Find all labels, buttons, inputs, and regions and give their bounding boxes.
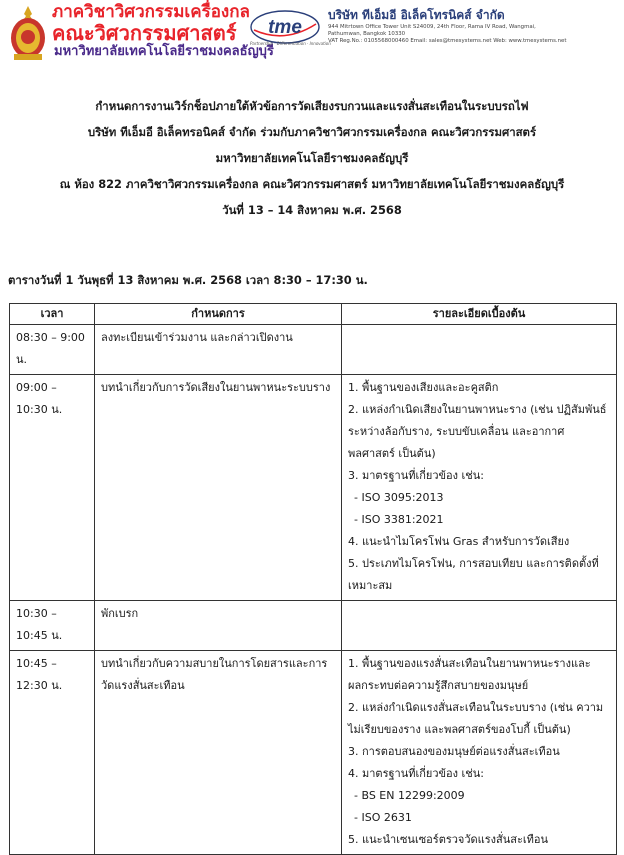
tme-tagline: Partnership · Differentiation · Innovation bbox=[250, 41, 331, 46]
detail-subitem: - ISO 3381:2021 bbox=[354, 513, 444, 526]
table-header-row bbox=[10, 304, 617, 325]
row-agenda: บทนำเกี่ยวกับการวัดเสียงในยานพาหนะระบบราง bbox=[95, 375, 342, 601]
title-line-5: วันที่ 13 – 14 สิงหาคม พ.ศ. 2568 bbox=[222, 203, 402, 217]
university-seal-icon bbox=[8, 4, 48, 62]
detail-subitem: - ISO 2631 bbox=[354, 811, 412, 824]
row-agenda: พักเบรก bbox=[95, 601, 342, 651]
row-time: 10:30 – 10:45 น. bbox=[10, 601, 95, 651]
company-vat-contact: VAT Reg.No.: 0105568000460 Email: sales@tmesystems.net Web: www.tmesystems.net bbox=[328, 38, 567, 44]
company-name: บริษัท ทีเอ็มอี อิเล็คโทรนิคส์ จำกัด bbox=[328, 8, 505, 22]
detail-item: 1. พื้นฐานของแรงสั่นสะเทือนในยานพาหนะรางและผลกระทบต่อความรู้สึกสบายของมนุษย์ bbox=[348, 657, 591, 692]
row-agenda: บทนำเกี่ยวกับความสบายในการโดยสารและการวัดแรงสั่นสะเทือน bbox=[95, 651, 342, 855]
company-address-2: Pathumwan, Bangkok 10330 bbox=[328, 31, 406, 37]
table-row bbox=[10, 375, 617, 601]
detail-item: 5. แนะนำเซนเซอร์ตรวจวัดแรงสั่นสะเทือน bbox=[348, 833, 549, 846]
row-details bbox=[342, 651, 617, 855]
detail-item: 4. มาตรฐานที่เกี่ยวข้อง เช่น: bbox=[348, 767, 484, 780]
detail-item: 2. แหล่งกำเนิดเสียงในยานพาหนะราง (เช่น ปฏิสัมพันธ์ระหว่างล้อกับราง, ระบบขับเคลื่อน และอากาศพลศาสตร์ เป็นต้น) bbox=[348, 403, 607, 460]
row-details bbox=[342, 601, 617, 651]
detail-item: 3. มาตรฐานที่เกี่ยวข้อง เช่น: bbox=[348, 469, 484, 482]
row-time: 10:45 – 12:30 น. bbox=[10, 651, 95, 855]
table-row bbox=[10, 651, 617, 855]
faculty-name: คณะวิศวกรรมศาสตร์ bbox=[52, 21, 237, 45]
title-line-3: มหาวิทยาลัยเทคโนโลยีราชมงคลธัญบุรี bbox=[215, 151, 409, 165]
row-time: 09:00 – 10:30 น. bbox=[10, 375, 95, 601]
title-line-1: กำหนดการงานเวิร์กช็อปภายใต้หัวข้อการวัดเสียงรบกวนและแรงสั่นสะเทือนในระบบรถไฟ bbox=[95, 99, 529, 113]
table-row bbox=[10, 325, 617, 375]
letterhead bbox=[0, 0, 624, 70]
detail-item: 3. การตอบสนองของมนุษย์ต่อแรงสั่นสะเทือน bbox=[348, 745, 560, 758]
title-line-4: ณ ห้อง 822 ภาควิชาวิศวกรรมเครื่องกล คณะวิศวกรรมศาสตร์ มหาวิทยาลัยเทคโนโลยีราชมงคลธัญบุรี bbox=[59, 177, 565, 191]
row-agenda: ลงทะเบียนเข้าร่วมงาน และกล่าวเปิดงาน bbox=[95, 325, 342, 375]
department-name: ภาควิชาวิศวกรรมเครื่องกล bbox=[52, 2, 250, 22]
schedule-heading: ตารางวันที่ 1 วันพุธที่ 13 สิงหาคม พ.ศ. 2568 เวลา 8:30 – 17:30 น. bbox=[8, 273, 368, 287]
detail-item: 5. ประเภทไมโครโฟน, การสอบเทียบ และการติดตั้งที่เหมาะสม bbox=[348, 557, 599, 592]
header-details: รายละเอียดเบื้องต้น bbox=[342, 304, 617, 325]
header-agenda: กำหนดการ bbox=[95, 304, 342, 325]
title-line-2: บริษัท ทีเอ็มอี อิเล็คทรอนิคส์ จำกัด ร่วมกับภาควิชาวิศวกรรมเครื่องกล คณะวิศวกรรมศาสตร์ bbox=[87, 125, 537, 139]
row-details bbox=[342, 325, 617, 375]
university-name: มหาวิทยาลัยเทคโนโลยีราชมงคลธัญบุรี bbox=[54, 44, 274, 59]
detail-item: 1. พื้นฐานของเสียงและอะคูสติก bbox=[348, 381, 499, 394]
detail-item: 2. แหล่งกำเนิดแรงสั่นสะเทือนในระบบราง (เช่น ความไม่เรียบของราง และพลศาสตร์ของโบกี้ เป็นต้น) bbox=[348, 701, 604, 736]
row-details bbox=[342, 375, 617, 601]
header-time: เวลา bbox=[10, 304, 95, 325]
detail-item: 4. แนะนำไมโครโฟน Gras สำหรับการวัดเสียง bbox=[348, 535, 570, 548]
row-time: 08:30 – 9:00 น. bbox=[10, 325, 95, 375]
tme-logo-text: tme bbox=[268, 17, 302, 38]
detail-subitem: - BS EN 12299:2009 bbox=[354, 789, 465, 802]
table-row bbox=[10, 601, 617, 651]
schedule-table bbox=[9, 303, 617, 855]
company-address-1: 944 Mitrtown Office Tower Unit S24009, 24th Floor, Rama IV Road, Wangmai, bbox=[328, 24, 536, 30]
detail-subitem: - ISO 3095:2013 bbox=[354, 491, 444, 504]
